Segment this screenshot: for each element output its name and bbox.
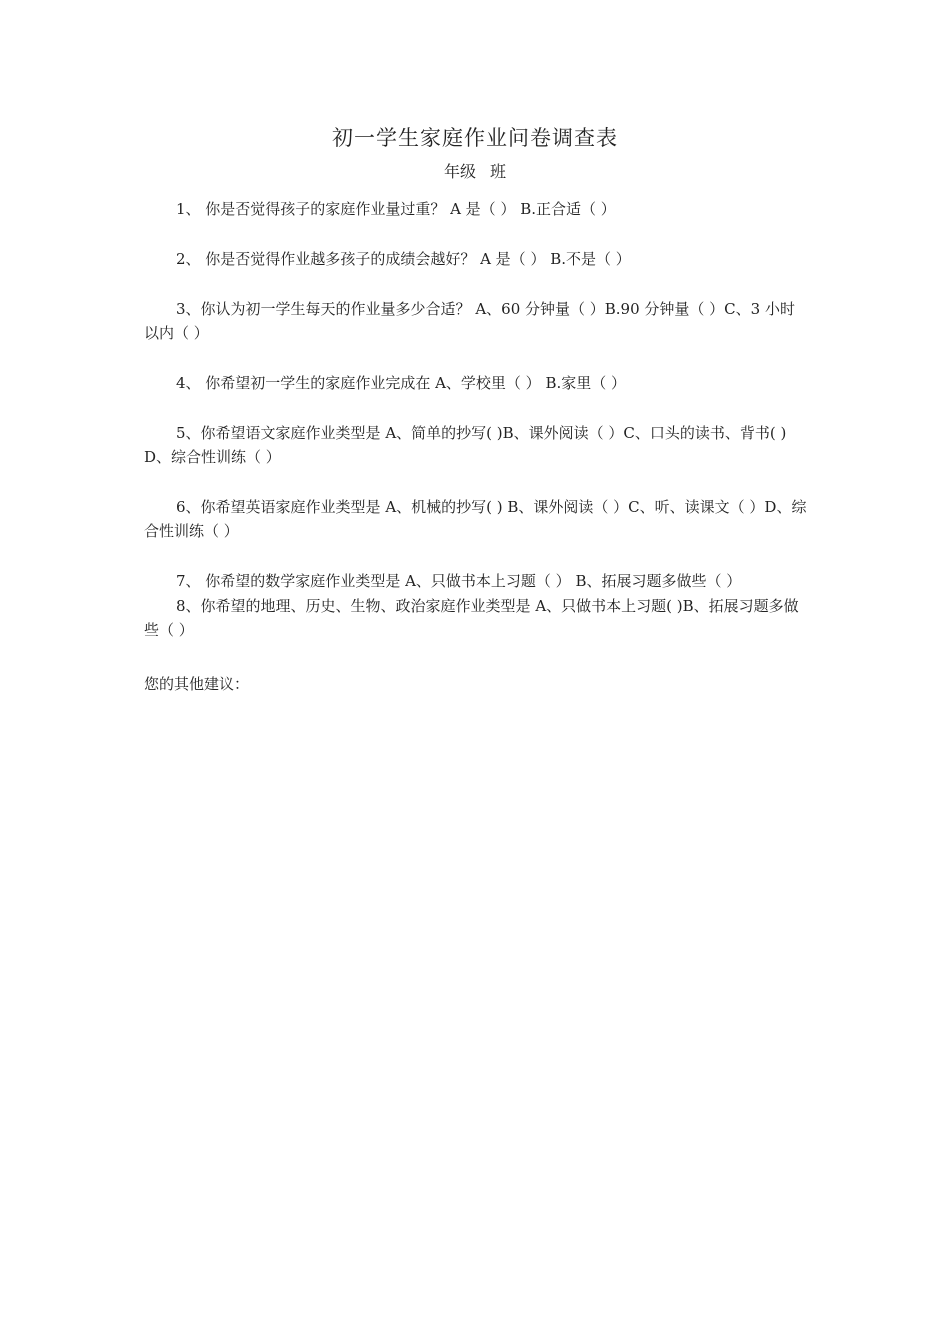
class-label: 班 xyxy=(490,162,507,181)
question-5: 5、你希望语文家庭作业类型是 A、简单的抄写( )B、课外阅读（ ）C、口头的读书、背书( ) D、综合性训练（ ） xyxy=(144,424,787,466)
question-1: 1、 你是否觉得孩子的家庭作业量过重？ A 是（ ） B.正合适（ ） xyxy=(176,200,616,218)
question-7: 7、 你希望的数学家庭作业类型是 A、只做书本上习题（ ） B、拓展习题多做些（ ） xyxy=(176,572,742,590)
question-3: 3、你认为初一学生每天的作业量多少合适？ A、60 分钟量（ ）B.90 分钟量（ ）C、3 小时以内（ ） xyxy=(144,300,795,342)
question-6: 6、你希望英语家庭作业类型是 A、机械的抄写( ) B、课外阅读（ ）C、听、读课文（ ）D、综合性训练（ ） xyxy=(144,498,807,540)
question-4: 4、 你希望初一学生的家庭作业完成在 A、学校里（ ） B.家里（ ） xyxy=(176,374,627,392)
grade-class-line xyxy=(0,161,950,183)
question-2: 2、 你是否觉得作业越多孩子的成绩会越好？ A 是（ ） B.不是（ ） xyxy=(176,250,631,268)
document-title: 初一学生家庭作业问卷调查表 xyxy=(332,126,618,150)
suggestion-label: 您的其他建议： xyxy=(144,675,250,693)
grade-label: 年级 xyxy=(443,162,476,181)
question-8: 8、你希望的地理、历史、生物、政治家庭作业类型是 A、只做书本上习题( )B、拓展习题多做些（ ） xyxy=(144,597,799,639)
